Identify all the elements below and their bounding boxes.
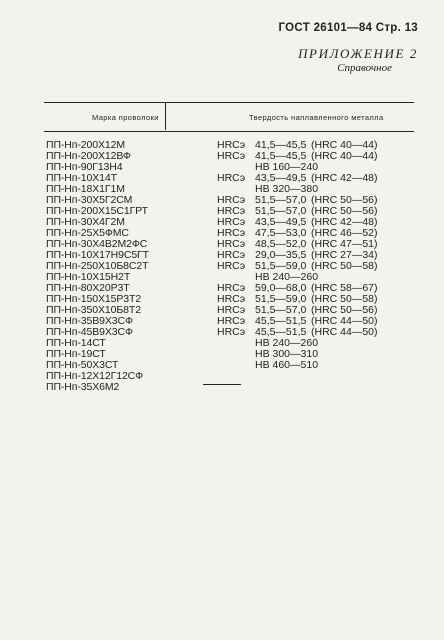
- hrc-unit: HRCэ: [217, 326, 246, 338]
- end-rule: [203, 384, 241, 385]
- hrc-range: (HRC 42—48): [311, 172, 378, 184]
- hrce-range: 51,5—57,0: [255, 304, 307, 316]
- column-header-hardness: Твердость наплавленного металла: [249, 113, 384, 122]
- grade-row: ПП-Нп-30Х5Г2СМ: [46, 194, 133, 206]
- grade-row: ПП-Нп-30Х4Г2М: [46, 216, 125, 228]
- brinell-value: НВ 320—380: [255, 183, 319, 195]
- hrce-range: 51,5—57,0: [255, 205, 307, 217]
- hrc-unit: HRCэ: [217, 216, 246, 228]
- hrce-range: 51,5—59,0: [255, 293, 307, 305]
- hrc-unit: HRCэ: [217, 304, 246, 316]
- brinell-value: НВ 300—310: [255, 348, 319, 360]
- hrc-range: (HRC 50—56): [311, 205, 378, 217]
- hrc-range: (HRC 40—44): [311, 150, 378, 162]
- hrce-range: 47,5—53,0: [255, 227, 307, 239]
- grade-row: ПП-Нп-18Х1Г1М: [46, 183, 125, 195]
- hrc-unit: HRCэ: [217, 260, 246, 272]
- hrc-range: (HRC 50—58): [311, 260, 378, 272]
- page-number: Стр. 13: [375, 22, 418, 34]
- grade-row: ПП-Нп-10Х17Н9С5ГТ: [46, 249, 149, 261]
- hrc-unit: HRCэ: [217, 150, 246, 162]
- grade-row: ПП-Нп-10Х15Н2Т: [46, 271, 131, 283]
- hrce-range: 45,5—51,5: [255, 315, 307, 327]
- hrc-unit: HRCэ: [217, 227, 246, 239]
- hrc-range: (HRC 44—50): [311, 315, 378, 327]
- hrc-range: (HRC 44—50): [311, 326, 378, 338]
- grade-row: ПП-Нп-12Х12Г12СФ: [46, 370, 144, 382]
- grade-row: ПП-Нп-200Х12М: [46, 139, 126, 151]
- hrce-range: 45,5—51,5: [255, 326, 307, 338]
- page-header: [279, 22, 418, 34]
- hrc-range: (HRC 50—56): [311, 194, 378, 206]
- standard-number: ГОСТ 26101—84: [278, 22, 373, 34]
- grade-row: ПП-Нп-250Х10Б8С2Т: [46, 260, 149, 272]
- brinell-value: НВ 460—510: [255, 359, 319, 371]
- grade-row: ПП-Нп-150Х15Р3Т2: [46, 293, 142, 305]
- hrc-range: (HRC 58—67): [311, 282, 378, 294]
- hrc-range: (HRC 50—58): [311, 293, 378, 305]
- hrc-unit: HRCэ: [217, 249, 246, 261]
- hrce-range: 48,5—52,0: [255, 238, 307, 250]
- hrc-range: (HRC 46—52): [311, 227, 378, 239]
- brinell-value: НВ 240—260: [255, 337, 319, 349]
- hrc-range: (HRC 50—56): [311, 304, 378, 316]
- grade-row: ПП-Нп-19СТ: [46, 348, 106, 360]
- hrce-range: 51,5—59,0: [255, 260, 307, 272]
- table-header: [44, 102, 414, 132]
- appendix-title: ПРИЛОЖЕНИЕ 2: [298, 46, 418, 61]
- hrc-unit: HRCэ: [217, 293, 246, 305]
- header-divider: [165, 102, 166, 130]
- hrce-range: 43,5—49,5: [255, 216, 307, 228]
- appendix-subtitle: Справочное: [337, 62, 392, 74]
- hrce-range: 43,5—49,5: [255, 172, 307, 184]
- grade-row: ПП-Нп-14СТ: [46, 337, 106, 349]
- hrc-unit: HRCэ: [217, 194, 246, 206]
- grade-row: ПП-Нп-45В9Х3СФ: [46, 326, 133, 338]
- grade-row: ПП-Нп-200Х12ВФ: [46, 150, 131, 162]
- hrc-range: (HRC 40—44): [311, 139, 378, 151]
- hrce-range: 59,0—68,0: [255, 282, 307, 294]
- hardness-column: [217, 140, 378, 371]
- grade-row: ПП-Нп-35Х6М2: [46, 381, 120, 393]
- grade-row: ПП-Нп-30Х4В2М2ФС: [46, 238, 148, 250]
- hrc-range: (HRC 27—34): [311, 249, 378, 261]
- hrc-unit: HRCэ: [217, 238, 246, 250]
- brinell-value: НВ 160—240: [255, 161, 319, 173]
- hrc-range: (HRC 42—48): [311, 216, 378, 228]
- grade-row: ПП-Нп-90Г13Н4: [46, 161, 123, 173]
- grade-row: ПП-Нп-200Х15С1ГРТ: [46, 205, 148, 217]
- grade-row: ПП-Нп-25Х5ФМС: [46, 227, 129, 239]
- grade-row: ПП-Нп-80Х20Р3Т: [46, 282, 130, 294]
- hrce-range: 41,5—45,5: [255, 150, 307, 162]
- column-header-grade: Марка проволоки: [92, 113, 159, 122]
- hrc-unit: HRCэ: [217, 205, 246, 217]
- hardness-row: [217, 360, 378, 371]
- brinell-value: НВ 240—260: [255, 271, 319, 283]
- hrc-range: (HRC 47—51): [311, 238, 378, 250]
- hrce-range: 29,0—35,5: [255, 249, 307, 261]
- hrce-range: 41,5—45,5: [255, 139, 307, 151]
- hrc-unit: HRCэ: [217, 282, 246, 294]
- grade-row: ПП-Нп-50Х3СТ: [46, 359, 119, 371]
- hrc-unit: HRCэ: [217, 172, 246, 184]
- hrce-range: 51,5—57,0: [255, 194, 307, 206]
- grade-row: ПП-Нп-10Х14Т: [46, 172, 117, 184]
- grade-column: [46, 140, 149, 393]
- hrc-unit: HRCэ: [217, 315, 246, 327]
- hrc-unit: HRCэ: [217, 139, 246, 151]
- grade-row: ПП-Нп-35В9Х3СФ: [46, 315, 133, 327]
- grade-row: ПП-Нп-350Х10Б8Т2: [46, 304, 141, 316]
